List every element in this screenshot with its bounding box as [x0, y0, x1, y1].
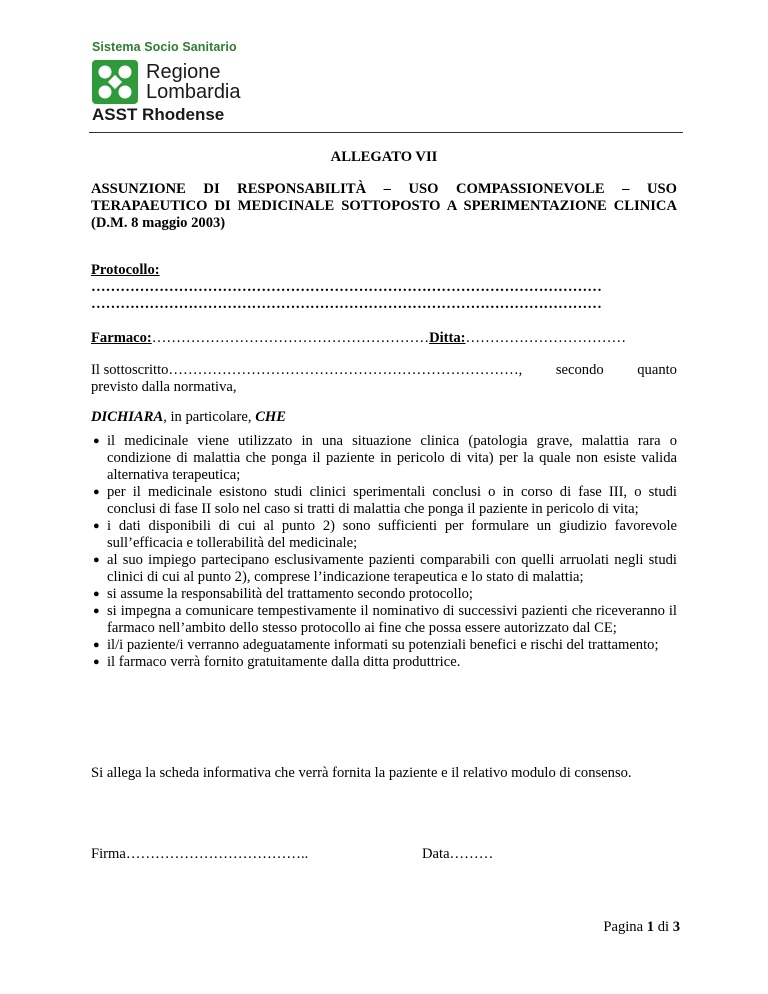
ditta-label: Ditta:: [429, 330, 466, 346]
page-number: [603, 919, 680, 936]
firma-field[interactable]: Firma………………………………..: [91, 846, 309, 862]
list-item: ● il farmaco verrà fornito gratuitamente dalla ditta produttrice.: [93, 654, 461, 670]
header-divider: [89, 132, 683, 133]
farmaco-field[interactable]: …………………………………………………: [151, 330, 430, 346]
ditta-field[interactable]: ……………………………: [465, 330, 627, 346]
farmaco-ditta-row: [91, 330, 677, 347]
sottoscritto-line-2: previsto dalla normativa,: [91, 379, 237, 395]
asst-logo: [90, 38, 250, 124]
sottoscritto-paragraph: [91, 362, 677, 396]
dichiara-che: CHE: [255, 409, 287, 425]
regione-lombardia-logo-icon: [92, 60, 138, 104]
document-title: ALLEGATO VII: [330, 149, 438, 165]
logo-region-line1: Regione: [146, 61, 221, 83]
list-item: ● al suo impiego partecipano esclusivamente pazienti comparabili con quelli arruolati negli studi clinici di cui al punto 2), comprese l’indicazione terapeutica e lo stato di malattia;: [93, 552, 677, 585]
allega-paragraph: Si allega la scheda informativa che verrà fornita la paziente e il relativo modulo di consenso.: [91, 765, 632, 781]
protocol-line-2[interactable]: ……………………………………………………………………………………………: [91, 296, 602, 312]
list-item: ● si assume la responsabilità del trattamento secondo protocollo;: [93, 586, 473, 602]
data-field[interactable]: Data………: [422, 846, 494, 862]
list-item: ● per il medicinale esistono studi clinici sperimentali conclusi o in corso di fase III, o studi conclusi di fase II solo nel caso si tratti di malattia che ponga il paziente in pericolo di vita;: [93, 484, 677, 517]
list-item: ● i dati disponibili di cui al punto 2) sono sufficienti per formulare un giudizio favorevole sull’efficacia e tollerabilità del medicinale;: [93, 518, 677, 551]
protocol-section: [91, 262, 677, 313]
protocol-label: Protocollo:: [91, 262, 160, 278]
page-word: Pagina: [603, 919, 644, 935]
logo-asst-text: ASST Rhodense: [92, 105, 225, 124]
farmaco-label: Farmaco:: [91, 330, 152, 346]
sottoscritto-word-2: quanto: [637, 362, 677, 378]
list-item: ● il/i paziente/i verranno adeguatamente informati su potenziali benefici e rischi del trattamento;: [93, 637, 659, 653]
dichiara-mid: , in particolare,: [163, 409, 252, 425]
page-of: di: [657, 919, 670, 935]
list-item: ● si impegna a comunicare tempestivamente il nominativo di successivi pazienti che riceveranno il farmaco nell’ambito dello stesso protocollo ai fine che possa essere autorizzato dal CE;: [93, 603, 677, 636]
logo-region-line2: Lombardia: [146, 81, 241, 103]
sottoscritto-field[interactable]: Il sottoscritto………………………………………………………………,: [91, 362, 523, 378]
sottoscritto-word-1: secondo: [555, 362, 604, 378]
declaration-list: [91, 433, 677, 671]
dichiara-word: DICHIARA: [91, 409, 164, 425]
page-total: 3: [672, 919, 680, 935]
protocol-line-1[interactable]: ……………………………………………………………………………………………: [91, 279, 602, 295]
list-item: ● il medicinale viene utilizzato in una situazione clinica (patologia grave, malattia rara o condizione di malattia che ponga il paziente in pericolo di vita) per la quale non esiste valida alternativa terapeutica;: [93, 433, 677, 483]
dichiara-heading: [91, 409, 677, 426]
logo-org-text: Sistema Socio Sanitario: [92, 40, 237, 54]
document-subtitle: ASSUNZIONE DI RESPONSABILITÀ – USO COMPASSIONEVOLE – USO TERAPAEUTICO DI MEDICINALE SOTTOPOSTO A SPERIMENTAZIONE CLINICA (D.M. 8 maggio 2003): [91, 181, 677, 231]
page-current: 1: [646, 919, 655, 935]
